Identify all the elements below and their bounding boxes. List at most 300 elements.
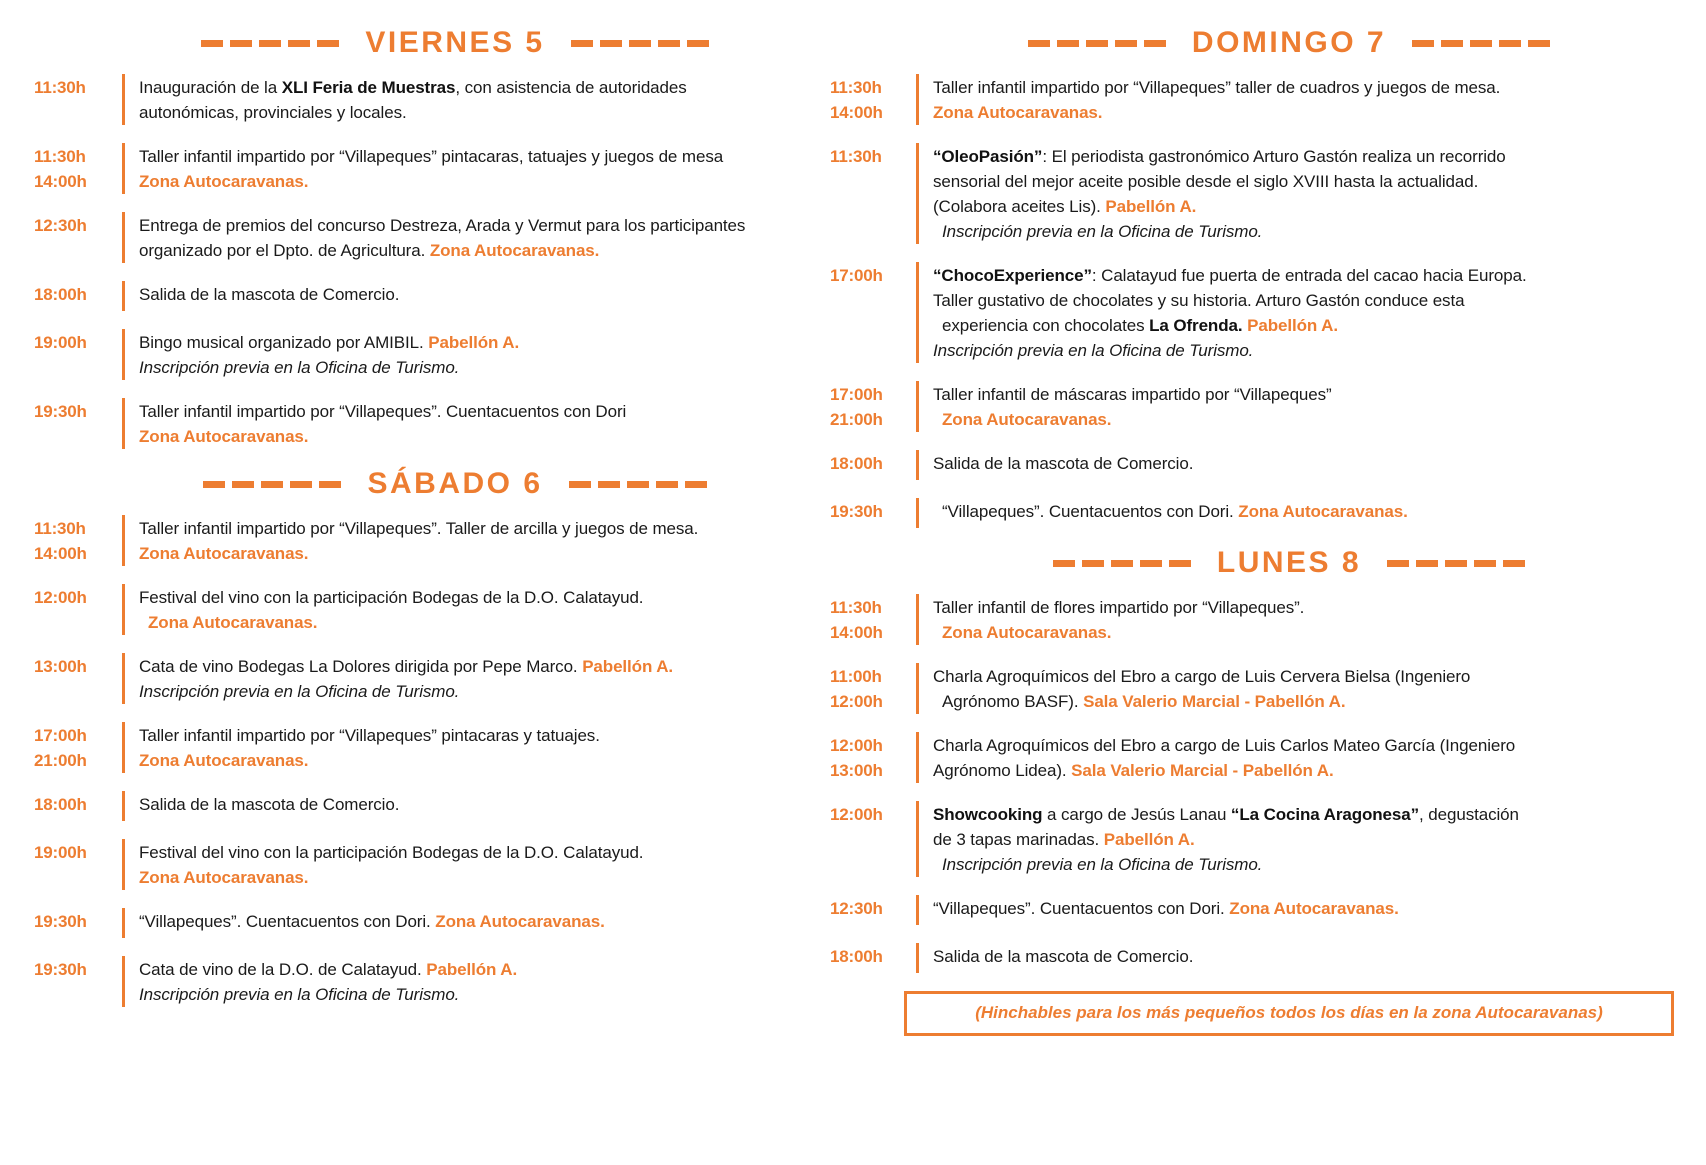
dash-mark — [1499, 40, 1521, 47]
event-times — [30, 143, 122, 194]
event-time: 14:00h — [830, 103, 883, 122]
event-text: Salida de la mascota de Comercio. — [933, 454, 1194, 473]
event-divider-bar — [122, 956, 125, 1007]
dash-mark — [1387, 560, 1409, 567]
dash-mark — [230, 40, 252, 47]
event-times — [820, 594, 916, 645]
event-times — [30, 653, 122, 679]
event-time: 11:30h — [34, 78, 86, 97]
event-time: 17:00h — [830, 385, 883, 404]
event-row — [30, 281, 810, 311]
dash-mark — [1111, 560, 1133, 567]
event-time: 18:00h — [34, 285, 87, 304]
event-divider-bar — [916, 143, 919, 244]
event-time: 12:00h — [830, 736, 883, 755]
event-times — [30, 584, 122, 610]
event-divider-bar — [916, 801, 919, 877]
event-line — [933, 169, 1688, 194]
event-line — [139, 399, 810, 424]
event-line — [139, 610, 810, 635]
venue-highlight: Zona Autocaravanas. — [435, 912, 605, 931]
event-divider-bar — [916, 663, 919, 714]
venue-highlight: Pabellón A. — [1247, 316, 1338, 335]
emphasis-text: “OleoPasión” — [933, 147, 1043, 166]
dash-mark — [1028, 40, 1050, 47]
event-description — [933, 381, 1688, 432]
day-heading — [30, 467, 810, 501]
inflatables-footnote — [904, 991, 1674, 1036]
event-line — [933, 852, 1688, 877]
emphasis-text: “La Cocina Aragonesa” — [1230, 805, 1420, 824]
event-times — [820, 74, 916, 125]
event-line — [139, 982, 810, 1007]
dash-mark — [600, 40, 622, 47]
event-text: sensorial del mejor aceite posible desde el siglo XVIII hasta la actualidad. — [933, 172, 1479, 191]
event-row — [30, 584, 810, 635]
event-time: 11:30h — [34, 519, 86, 538]
event-times — [820, 450, 916, 476]
venue-highlight: Zona Autocaravanas. — [942, 410, 1112, 429]
event-line — [933, 896, 1688, 921]
event-time: 12:00h — [34, 588, 87, 607]
event-line — [933, 382, 1688, 407]
event-time: 11:30h — [830, 78, 882, 97]
event-divider-bar — [122, 791, 125, 821]
event-line — [139, 748, 810, 773]
event-line — [139, 909, 810, 934]
event-row — [820, 663, 1688, 714]
dash-mark — [1445, 560, 1467, 567]
event-text: Cata de vino de la D.O. de Calatayud. — [139, 960, 427, 979]
event-times — [820, 498, 916, 524]
event-divider-bar — [122, 839, 125, 890]
event-text: Inauguración de la — [139, 78, 282, 97]
event-time: 17:00h — [830, 266, 883, 285]
dash-mark — [658, 40, 680, 47]
event-line — [933, 338, 1688, 363]
emphasis-text: La Ofrenda. — [1149, 316, 1243, 335]
event-description — [139, 722, 810, 773]
emphasis-text: XLI Feria de Muestras — [281, 78, 456, 97]
event-times — [30, 329, 122, 355]
event-line — [139, 840, 810, 865]
event-text: Taller infantil de flores impartido por “Villapeques”. — [933, 598, 1305, 617]
event-text: autonómicas, provinciales y locales. — [139, 103, 407, 122]
event-description — [139, 653, 810, 704]
event-times — [820, 381, 916, 432]
event-description — [139, 584, 810, 635]
event-row — [30, 791, 810, 821]
dash-mark — [685, 481, 707, 488]
event-row — [820, 943, 1688, 973]
event-description — [139, 281, 810, 307]
event-description — [139, 908, 810, 934]
event-text: Festival del vino con la participación Bodegas de la D.O. Calatayud. — [139, 843, 644, 862]
dash-mark — [629, 40, 651, 47]
event-line — [139, 865, 810, 890]
event-line — [933, 689, 1688, 714]
event-line — [139, 169, 810, 194]
event-text: “Villapeques”. Cuentacuentos con Dori. — [933, 899, 1230, 918]
event-text: Agrónomo Lidea). — [933, 761, 1072, 780]
dashes-left-icon — [201, 40, 339, 47]
event-description — [933, 450, 1688, 476]
dash-mark — [1503, 560, 1525, 567]
event-description — [139, 515, 810, 566]
event-time: 19:30h — [34, 402, 87, 421]
dashes-left-icon — [203, 481, 341, 488]
event-divider-bar — [916, 74, 919, 125]
event-description — [933, 943, 1688, 969]
event-line — [933, 100, 1688, 125]
event-row — [820, 732, 1688, 783]
dash-mark — [1115, 40, 1137, 47]
footnote-text: (Hinchables para los más pequeños todos los días en la zona Autocaravanas) — [975, 1003, 1603, 1022]
dash-mark — [1474, 560, 1496, 567]
event-text: Bingo musical organizado por AMIBIL. — [139, 333, 429, 352]
event-line — [139, 355, 810, 380]
event-time: 19:30h — [34, 960, 87, 979]
dashes-right-icon — [1412, 40, 1550, 47]
venue-highlight: Pabellón A. — [426, 960, 518, 979]
event-times — [30, 722, 122, 773]
event-description — [933, 143, 1688, 244]
venue-highlight: Zona Autocaravanas. — [942, 623, 1112, 642]
venue-highlight: Zona Autocaravanas. — [1229, 899, 1399, 918]
dashes-right-icon — [571, 40, 709, 47]
event-row — [30, 74, 810, 125]
event-line — [139, 957, 810, 982]
event-row — [820, 895, 1688, 925]
dash-mark — [203, 481, 225, 488]
event-text: , degustación — [1419, 805, 1519, 824]
event-times — [30, 515, 122, 566]
event-description — [139, 74, 810, 125]
day-heading — [30, 26, 810, 60]
event-row — [30, 956, 810, 1007]
event-text: Taller gustativo de chocolates y su historia. Arturo Gastón conduce esta — [933, 291, 1465, 310]
event-time: 14:00h — [34, 544, 87, 563]
dash-mark — [1470, 40, 1492, 47]
event-text: de 3 tapas marinadas. — [933, 830, 1104, 849]
event-text: “Villapeques”. Cuentacuentos con Dori. — [942, 502, 1239, 521]
event-time: 11:30h — [830, 598, 882, 617]
event-line — [139, 144, 810, 169]
event-line — [933, 499, 1688, 524]
event-line — [139, 100, 810, 125]
event-time: 17:00h — [34, 726, 87, 745]
event-text: Salida de la mascota de Comercio. — [933, 947, 1194, 966]
event-text: Entrega de premios del concurso Destreza, Arada y Vermut para los participantes — [139, 216, 746, 235]
dash-mark — [1082, 560, 1104, 567]
event-divider-bar — [122, 398, 125, 449]
event-time: 14:00h — [830, 623, 883, 642]
event-divider-bar — [122, 653, 125, 704]
venue-highlight: Zona Autocaravanas. — [148, 613, 318, 632]
dash-mark — [1140, 560, 1162, 567]
event-divider-bar — [122, 515, 125, 566]
event-line — [933, 758, 1688, 783]
event-time: 12:30h — [34, 216, 87, 235]
event-time: 11:30h — [830, 147, 882, 166]
event-line — [933, 75, 1688, 100]
event-time: 11:00h — [830, 667, 882, 686]
venue-highlight: Sala Valerio Marcial - Pabellón A. — [1071, 761, 1334, 780]
event-description — [933, 594, 1688, 645]
event-divider-bar — [916, 943, 919, 973]
event-row — [820, 262, 1688, 363]
event-row — [30, 839, 810, 890]
event-time: 18:00h — [34, 795, 87, 814]
registration-note: Inscripción previa en la Oficina de Turismo. — [139, 358, 460, 377]
event-line — [933, 944, 1688, 969]
venue-highlight: Zona Autocaravanas. — [429, 241, 600, 260]
event-time: 13:00h — [830, 761, 883, 780]
event-line — [933, 595, 1688, 620]
event-line — [139, 723, 810, 748]
event-row — [30, 515, 810, 566]
dash-mark — [201, 40, 223, 47]
dash-mark — [569, 481, 591, 488]
event-row — [820, 74, 1688, 125]
event-row — [30, 653, 810, 704]
event-line — [139, 516, 810, 541]
event-row — [820, 594, 1688, 645]
day-title: SÁBADO 6 — [367, 467, 543, 500]
event-times — [820, 801, 916, 827]
event-time: 12:00h — [830, 805, 883, 824]
left-column — [0, 18, 820, 1165]
dash-mark — [259, 40, 281, 47]
event-time: 21:00h — [34, 751, 87, 770]
event-times — [30, 956, 122, 982]
event-times — [30, 74, 122, 100]
emphasis-text: Showcooking — [933, 805, 1043, 824]
day-heading — [820, 26, 1688, 60]
dash-mark — [290, 481, 312, 488]
event-text: a cargo de Jesús Lanau — [1042, 805, 1231, 824]
event-row — [820, 498, 1688, 528]
dash-mark — [1441, 40, 1463, 47]
event-time: 19:00h — [34, 843, 87, 862]
event-divider-bar — [122, 329, 125, 380]
event-line — [139, 424, 810, 449]
day-title: LUNES 8 — [1216, 546, 1362, 579]
event-divider-bar — [122, 281, 125, 311]
dash-mark — [1053, 560, 1075, 567]
event-text: Taller infantil impartido por “Villapeques” pintacaras y tatuajes. — [139, 726, 600, 745]
event-line — [139, 792, 810, 817]
event-divider-bar — [122, 212, 125, 263]
dash-mark — [1416, 560, 1438, 567]
event-line — [139, 679, 810, 704]
registration-note: Inscripción previa en la Oficina de Turismo. — [933, 341, 1254, 360]
event-divider-bar — [916, 381, 919, 432]
event-description — [139, 143, 810, 194]
dash-mark — [1169, 560, 1191, 567]
event-time: 11:30h — [34, 147, 86, 166]
event-text: Taller infantil impartido por “Villapeques”. Cuentacuentos con Dori — [139, 402, 627, 421]
event-time: 13:00h — [34, 657, 87, 676]
event-description — [933, 74, 1688, 125]
event-text: Taller infantil impartido por “Villapeques” taller de cuadros y juegos de mesa. — [933, 78, 1501, 97]
event-row — [820, 450, 1688, 480]
event-text: Agrónomo BASF). — [942, 692, 1084, 711]
event-text: experiencia con chocolates — [942, 316, 1150, 335]
event-line — [933, 827, 1688, 852]
event-divider-bar — [916, 594, 919, 645]
event-text: organizado por el Dpto. de Agricultura. — [139, 241, 430, 260]
venue-highlight: Zona Autocaravanas. — [139, 544, 309, 563]
registration-note: Inscripción previa en la Oficina de Turismo. — [139, 682, 460, 701]
event-times — [820, 943, 916, 969]
event-text: Festival del vino con la participación Bodegas de la D.O. Calatayud. — [139, 588, 644, 607]
venue-highlight: Pabellón A. — [1103, 830, 1195, 849]
event-row — [820, 381, 1688, 432]
event-divider-bar — [122, 143, 125, 194]
venue-highlight: Pabellón A. — [428, 333, 520, 352]
event-divider-bar — [122, 584, 125, 635]
dash-mark — [1412, 40, 1434, 47]
venue-highlight: Pabellón A. — [582, 657, 674, 676]
dash-mark — [232, 481, 254, 488]
event-times — [30, 791, 122, 817]
event-time: 21:00h — [830, 410, 883, 429]
venue-highlight: Sala Valerio Marcial - Pabellón A. — [1083, 692, 1346, 711]
event-line — [139, 238, 810, 263]
event-line — [933, 219, 1688, 244]
event-divider-bar — [122, 908, 125, 938]
event-time: 14:00h — [34, 172, 87, 191]
event-time: 12:30h — [830, 899, 883, 918]
dash-mark — [288, 40, 310, 47]
event-description — [933, 262, 1688, 363]
dash-mark — [1057, 40, 1079, 47]
event-line — [139, 541, 810, 566]
event-text: Taller infantil impartido por “Villapeques”. Taller de arcilla y juegos de mesa. — [139, 519, 699, 538]
event-description — [933, 801, 1688, 877]
dashes-right-icon — [569, 481, 707, 488]
event-description — [139, 329, 810, 380]
right-column — [820, 18, 1706, 1165]
venue-highlight: Pabellón A. — [1105, 197, 1197, 216]
registration-note: Inscripción previa en la Oficina de Turismo. — [942, 855, 1263, 874]
dashes-right-icon — [1387, 560, 1525, 567]
event-text: Salida de la mascota de Comercio. — [139, 795, 400, 814]
day-title: DOMINGO 7 — [1191, 26, 1387, 59]
venue-highlight: Zona Autocaravanas. — [139, 427, 309, 446]
event-description — [139, 791, 810, 817]
event-line — [933, 407, 1688, 432]
dash-mark — [319, 481, 341, 488]
day-heading — [820, 546, 1688, 580]
event-divider-bar — [916, 262, 919, 363]
event-line — [933, 733, 1688, 758]
event-description — [933, 732, 1688, 783]
event-description — [933, 498, 1688, 524]
event-divider-bar — [916, 895, 919, 925]
event-divider-bar — [916, 732, 919, 783]
event-line — [139, 75, 810, 100]
event-line — [139, 585, 810, 610]
registration-note: Inscripción previa en la Oficina de Turismo. — [139, 985, 460, 1004]
emphasis-text: “ChocoExperience” — [933, 266, 1092, 285]
event-line — [933, 620, 1688, 645]
event-times — [820, 143, 916, 169]
event-time: 19:30h — [34, 912, 87, 931]
dash-mark — [687, 40, 709, 47]
event-line — [139, 213, 810, 238]
dashes-left-icon — [1053, 560, 1191, 567]
day-title: VIERNES 5 — [365, 26, 545, 59]
event-text: Charla Agroquímicos del Ebro a cargo de Luis Cervera Bielsa (Ingeniero — [933, 667, 1471, 686]
event-text: Taller infantil impartido por “Villapeques” pintacaras, tatuajes y juegos de mesa — [139, 147, 724, 166]
dash-mark — [1086, 40, 1108, 47]
event-time: 18:00h — [830, 454, 883, 473]
event-text: Charla Agroquímicos del Ebro a cargo de Luis Carlos Mateo García (Ingeniero — [933, 736, 1516, 755]
event-line — [933, 144, 1688, 169]
event-divider-bar — [916, 498, 919, 528]
event-times — [30, 281, 122, 307]
event-time: 19:00h — [34, 333, 87, 352]
event-times — [30, 398, 122, 424]
event-line — [139, 282, 810, 307]
event-text: (Colabora aceites Lis). — [933, 197, 1106, 216]
venue-highlight: Zona Autocaravanas. — [139, 172, 309, 191]
dash-mark — [317, 40, 339, 47]
event-line — [933, 194, 1688, 219]
event-text: Cata de vino Bodegas La Dolores dirigida por Pepe Marco. — [139, 657, 583, 676]
dash-mark — [571, 40, 593, 47]
event-row — [30, 722, 810, 773]
event-row — [30, 908, 810, 938]
venue-highlight: Zona Autocaravanas. — [933, 103, 1103, 122]
event-times — [820, 732, 916, 783]
event-times — [820, 262, 916, 288]
event-description — [933, 663, 1688, 714]
event-time: 12:00h — [830, 692, 883, 711]
venue-highlight: Zona Autocaravanas. — [139, 751, 309, 770]
dashes-left-icon — [1028, 40, 1166, 47]
event-time: 19:30h — [830, 502, 883, 521]
event-text: , con asistencia de autoridades — [455, 78, 687, 97]
event-text: : El periodista gastronómico Arturo Gastón realiza un recorrido — [1042, 147, 1506, 166]
event-row — [820, 801, 1688, 877]
event-line — [139, 654, 810, 679]
event-text: : Calatayud fue puerta de entrada del cacao hacia Europa. — [1091, 266, 1527, 285]
event-divider-bar — [122, 722, 125, 773]
dash-mark — [598, 481, 620, 488]
event-row — [30, 398, 810, 449]
event-description — [139, 839, 810, 890]
event-text: Salida de la mascota de Comercio. — [139, 285, 400, 304]
event-times — [820, 663, 916, 714]
event-times — [30, 908, 122, 934]
event-description — [139, 212, 810, 263]
dash-mark — [627, 481, 649, 488]
dash-mark — [656, 481, 678, 488]
event-line — [139, 330, 810, 355]
event-divider-bar — [916, 450, 919, 480]
event-line — [933, 451, 1688, 476]
event-description — [139, 956, 810, 1007]
event-row — [30, 329, 810, 380]
event-line — [933, 313, 1688, 338]
event-row — [820, 143, 1688, 244]
event-description — [139, 398, 810, 449]
event-times — [30, 212, 122, 238]
event-text: Taller infantil de máscaras impartido por “Villapeques” — [933, 385, 1332, 404]
